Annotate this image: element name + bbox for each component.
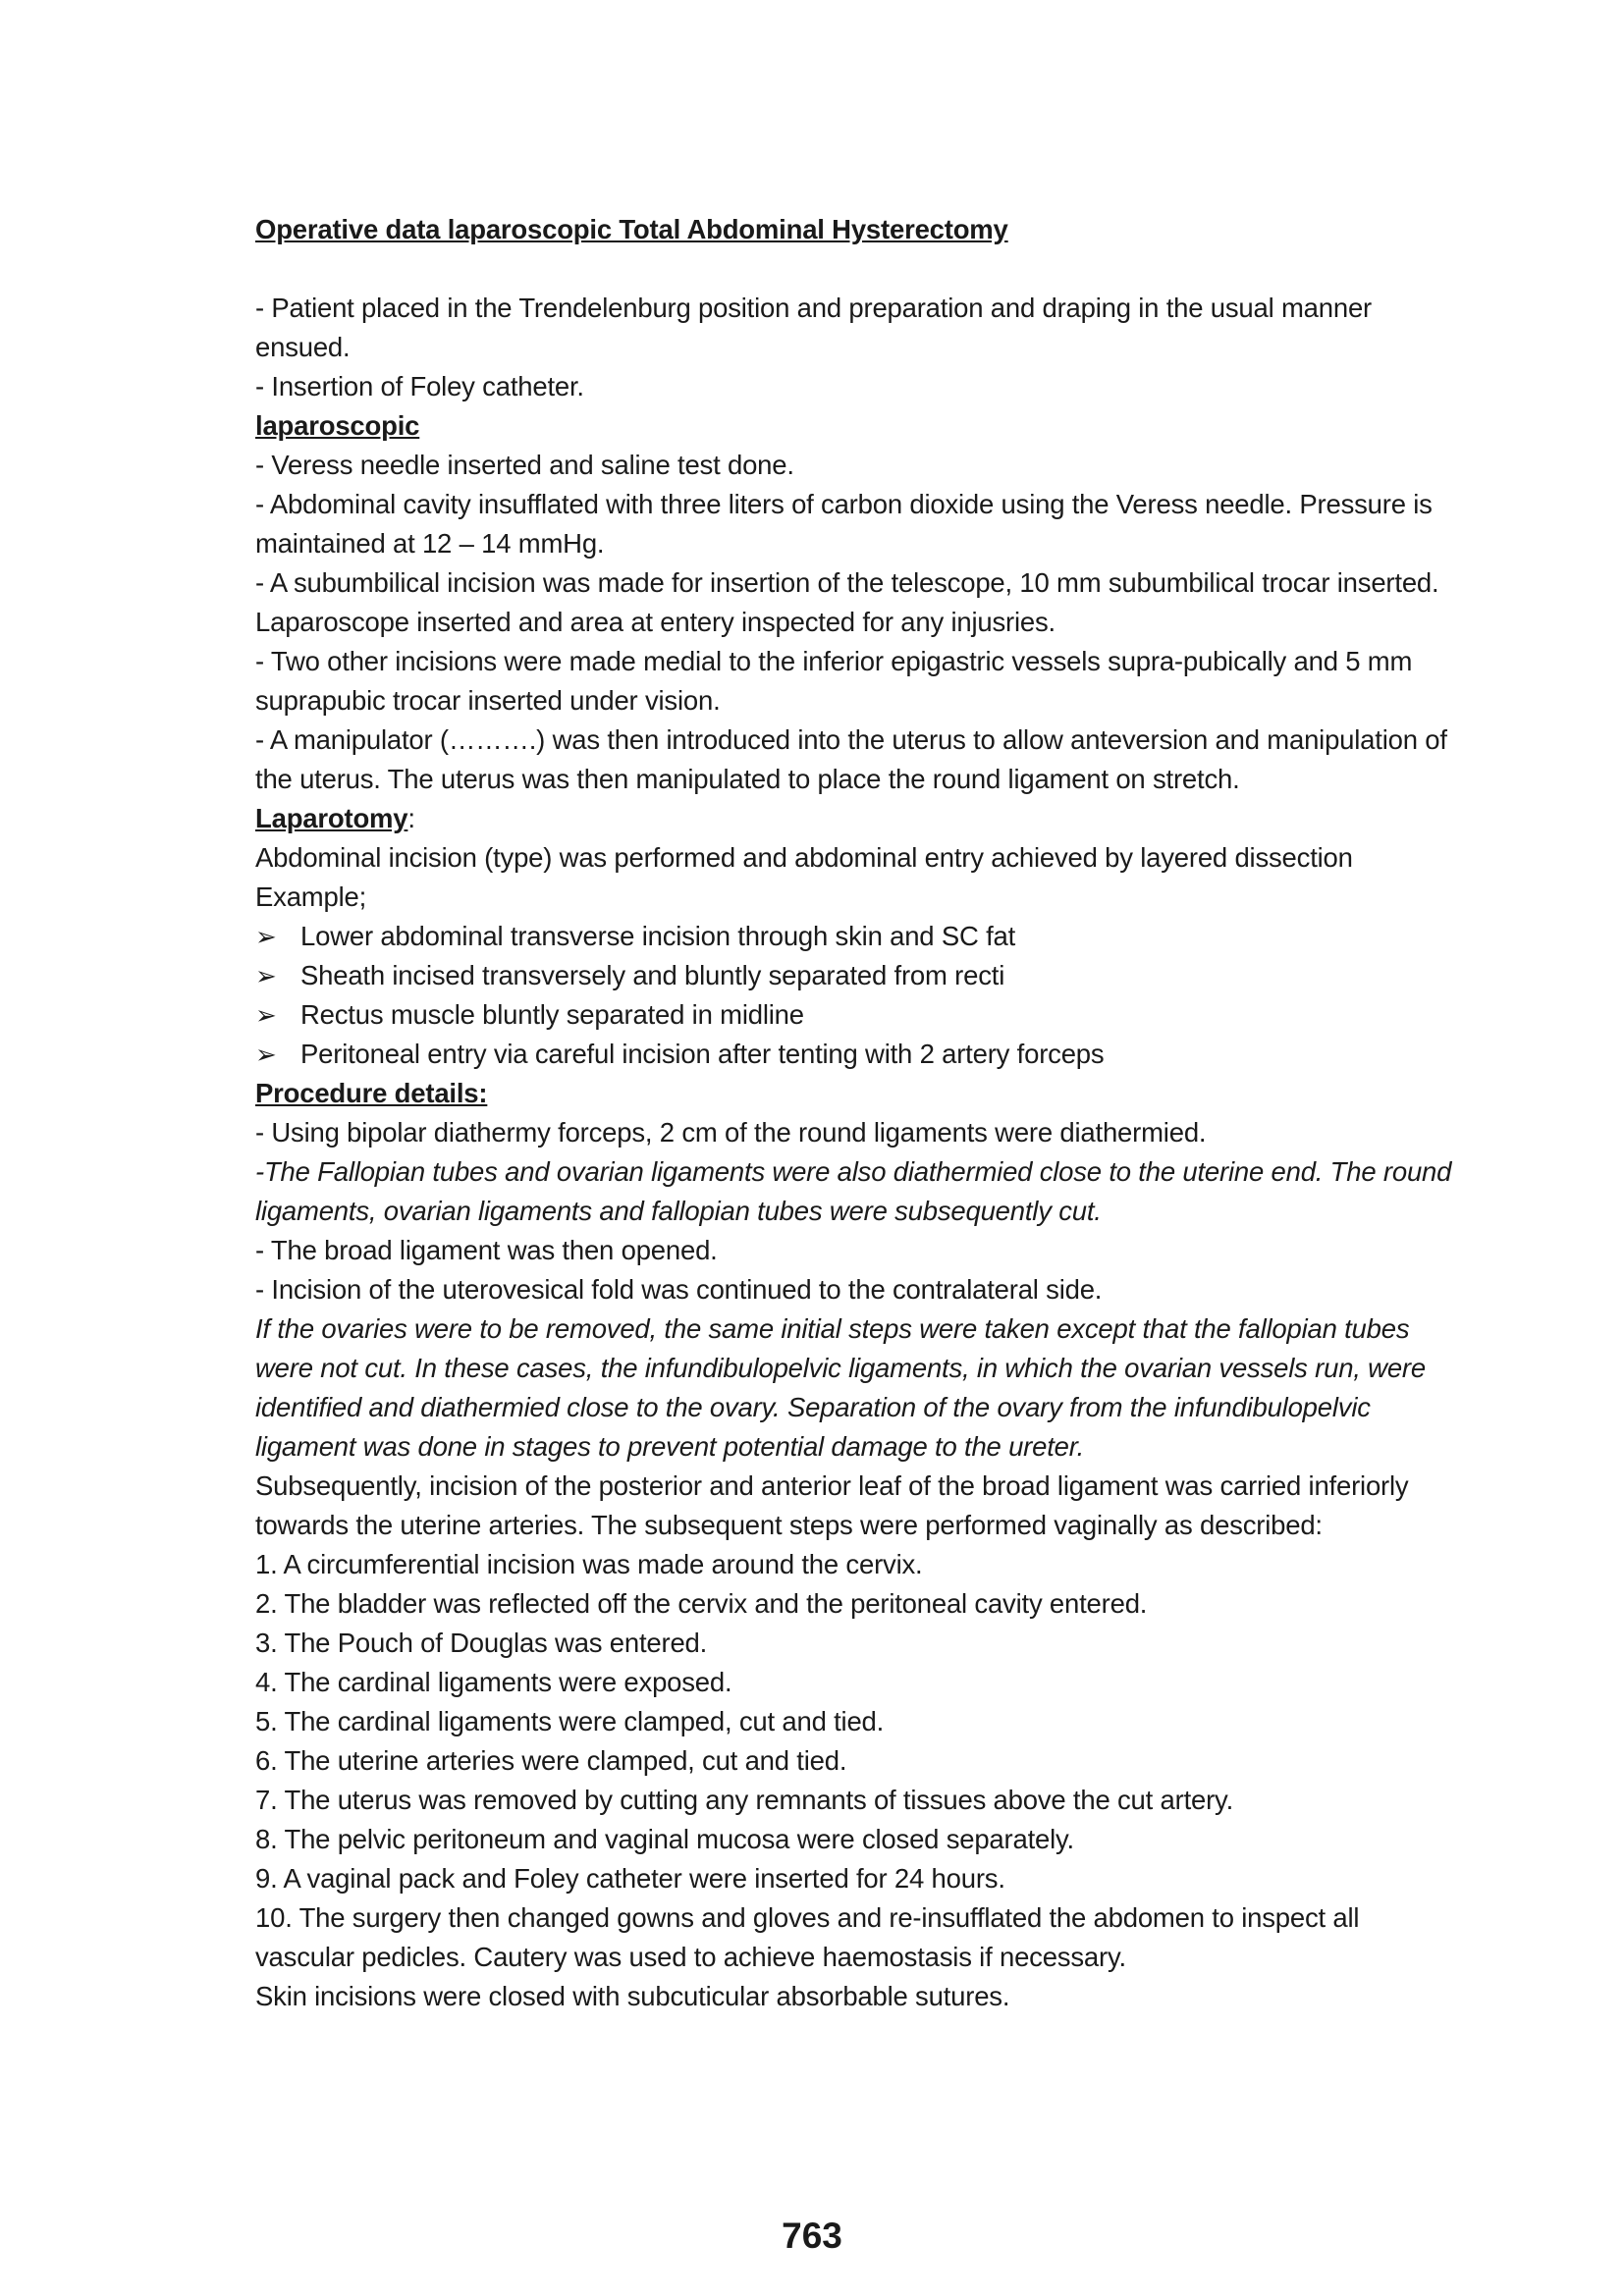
laparotomy-heading-row: [255, 799, 1453, 838]
arrow-bullet-icon: ➢: [255, 922, 277, 951]
procedure-italic-note: If the ovaries were to be removed, the same initial steps were taken except that the fallopian tubes were not cut. In these cases, the infundibulopelvic ligaments, in which the ovarian vessels run, were identified and diathermied close to the ovary. Separation of the ovary from the infundibulopelvic ligament was done in stages to prevent potential damage to the ureter.: [255, 1313, 1426, 1462]
laparoscopic-line: - Two other incisions were made medial to the inferior epigastric vessels supra-pubically and 5 mm suprapubic trocar inserted under vision.: [255, 646, 1413, 716]
laparoscopic-line: - A subumbilical incision was made for insertion of the telescope, 10 mm subumbilical trocar inserted. Laparoscope inserted and area at entery inspected for any injusries.: [255, 567, 1439, 637]
procedure-step: 9. A vaginal pack and Foley catheter were inserted for 24 hours.: [255, 1863, 1005, 1894]
procedure-step: 10. The surgery then changed gowns and gloves and re-insufflated the abdomen to inspect all vascular pedicles. Cautery was used to achieve haemostasis if necessary.: [255, 1902, 1360, 1972]
document-body: [255, 210, 1453, 2016]
list-item-text: Lower abdominal transverse incision through skin and SC fat: [300, 921, 1016, 951]
laparoscopic-line: - Veress needle inserted and saline test done.: [255, 450, 794, 480]
laparotomy-colon: :: [407, 803, 415, 833]
laparoscopic-heading: laparoscopic: [255, 410, 420, 441]
list-item-text: Peritoneal entry via careful incision after tenting with 2 artery forceps: [300, 1039, 1105, 1069]
procedure-step: 1. A circumferential incision was made around the cervix.: [255, 1549, 923, 1579]
procedure-closing: Skin incisions were closed with subcuticular absorbable sutures.: [255, 1981, 1010, 2011]
list-item-text: Rectus muscle bluntly separated in midline: [300, 999, 804, 1030]
procedure-step: 8. The pelvic peritoneum and vaginal mucosa were closed separately.: [255, 1824, 1074, 1854]
intro-line: - Patient placed in the Trendelenburg position and preparation and draping in the usual manner ensued.: [255, 293, 1372, 362]
list-item: [255, 1035, 1453, 1074]
procedure-italic-note: -The Fallopian tubes and ovarian ligaments were also diathermied close to the uterine end. The round ligaments, ovarian ligaments and fallopian tubes were subsequently cut.: [255, 1156, 1452, 1226]
laparotomy-heading: Laparotomy: [255, 803, 408, 833]
laparoscopic-line: - Abdominal cavity insufflated with three liters of carbon dioxide using the Veress needle. Pressure is maintained at 12 – 14 mmHg.: [255, 489, 1433, 559]
procedure-step: 3. The Pouch of Douglas was entered.: [255, 1628, 708, 1658]
procedure-step: 6. The uterine arteries were clamped, cut and tied.: [255, 1745, 847, 1776]
spacer: [255, 249, 1453, 289]
procedure-step: 2. The bladder was reflected off the cervix and the peritoneal cavity entered.: [255, 1588, 1148, 1619]
laparoscopic-line: - A manipulator (……….) was then introduced into the uterus to allow anteversion and manipulation of the uterus. The uterus was then manipulated to place the round ligament on stretch.: [255, 724, 1447, 794]
arrow-bullet-icon: ➢: [255, 961, 277, 990]
page-number: 763: [782, 2216, 842, 2256]
procedure-subsequently: Subsequently, incision of the posterior and anterior leaf of the broad ligament was carried inferiorly towards the uterine arteries. The subsequent steps were performed vaginally as described:: [255, 1470, 1409, 1540]
procedure-step: 5. The cardinal ligaments were clamped, cut and tied.: [255, 1706, 885, 1736]
procedure-line: - Incision of the uterovesical fold was continued to the contralateral side.: [255, 1274, 1103, 1305]
procedure-step: 4. The cardinal ligaments were exposed.: [255, 1667, 732, 1697]
laparotomy-text: Abdominal incision (type) was performed and abdominal entry achieved by layered dissection: [255, 842, 1353, 873]
list-item: [255, 995, 1453, 1035]
procedure-line: - Using bipolar diathermy forceps, 2 cm of the round ligaments were diathermied.: [255, 1117, 1207, 1148]
arrow-bullet-icon: ➢: [255, 1040, 277, 1069]
document-title: Operative data laparoscopic Total Abdominal Hysterectomy: [255, 214, 1008, 244]
procedure-line: - The broad ligament was then opened.: [255, 1235, 718, 1265]
laparotomy-example: Example;: [255, 881, 367, 912]
list-item: [255, 956, 1453, 995]
arrow-bullet-icon: ➢: [255, 1000, 277, 1030]
list-item: [255, 917, 1453, 956]
procedure-heading: Procedure details:: [255, 1078, 488, 1108]
intro-line: - Insertion of Foley catheter.: [255, 371, 584, 401]
procedure-step: 7. The uterus was removed by cutting any remnants of tissues above the cut artery.: [255, 1785, 1234, 1815]
list-item-text: Sheath incised transversely and bluntly separated from recti: [300, 960, 1005, 990]
